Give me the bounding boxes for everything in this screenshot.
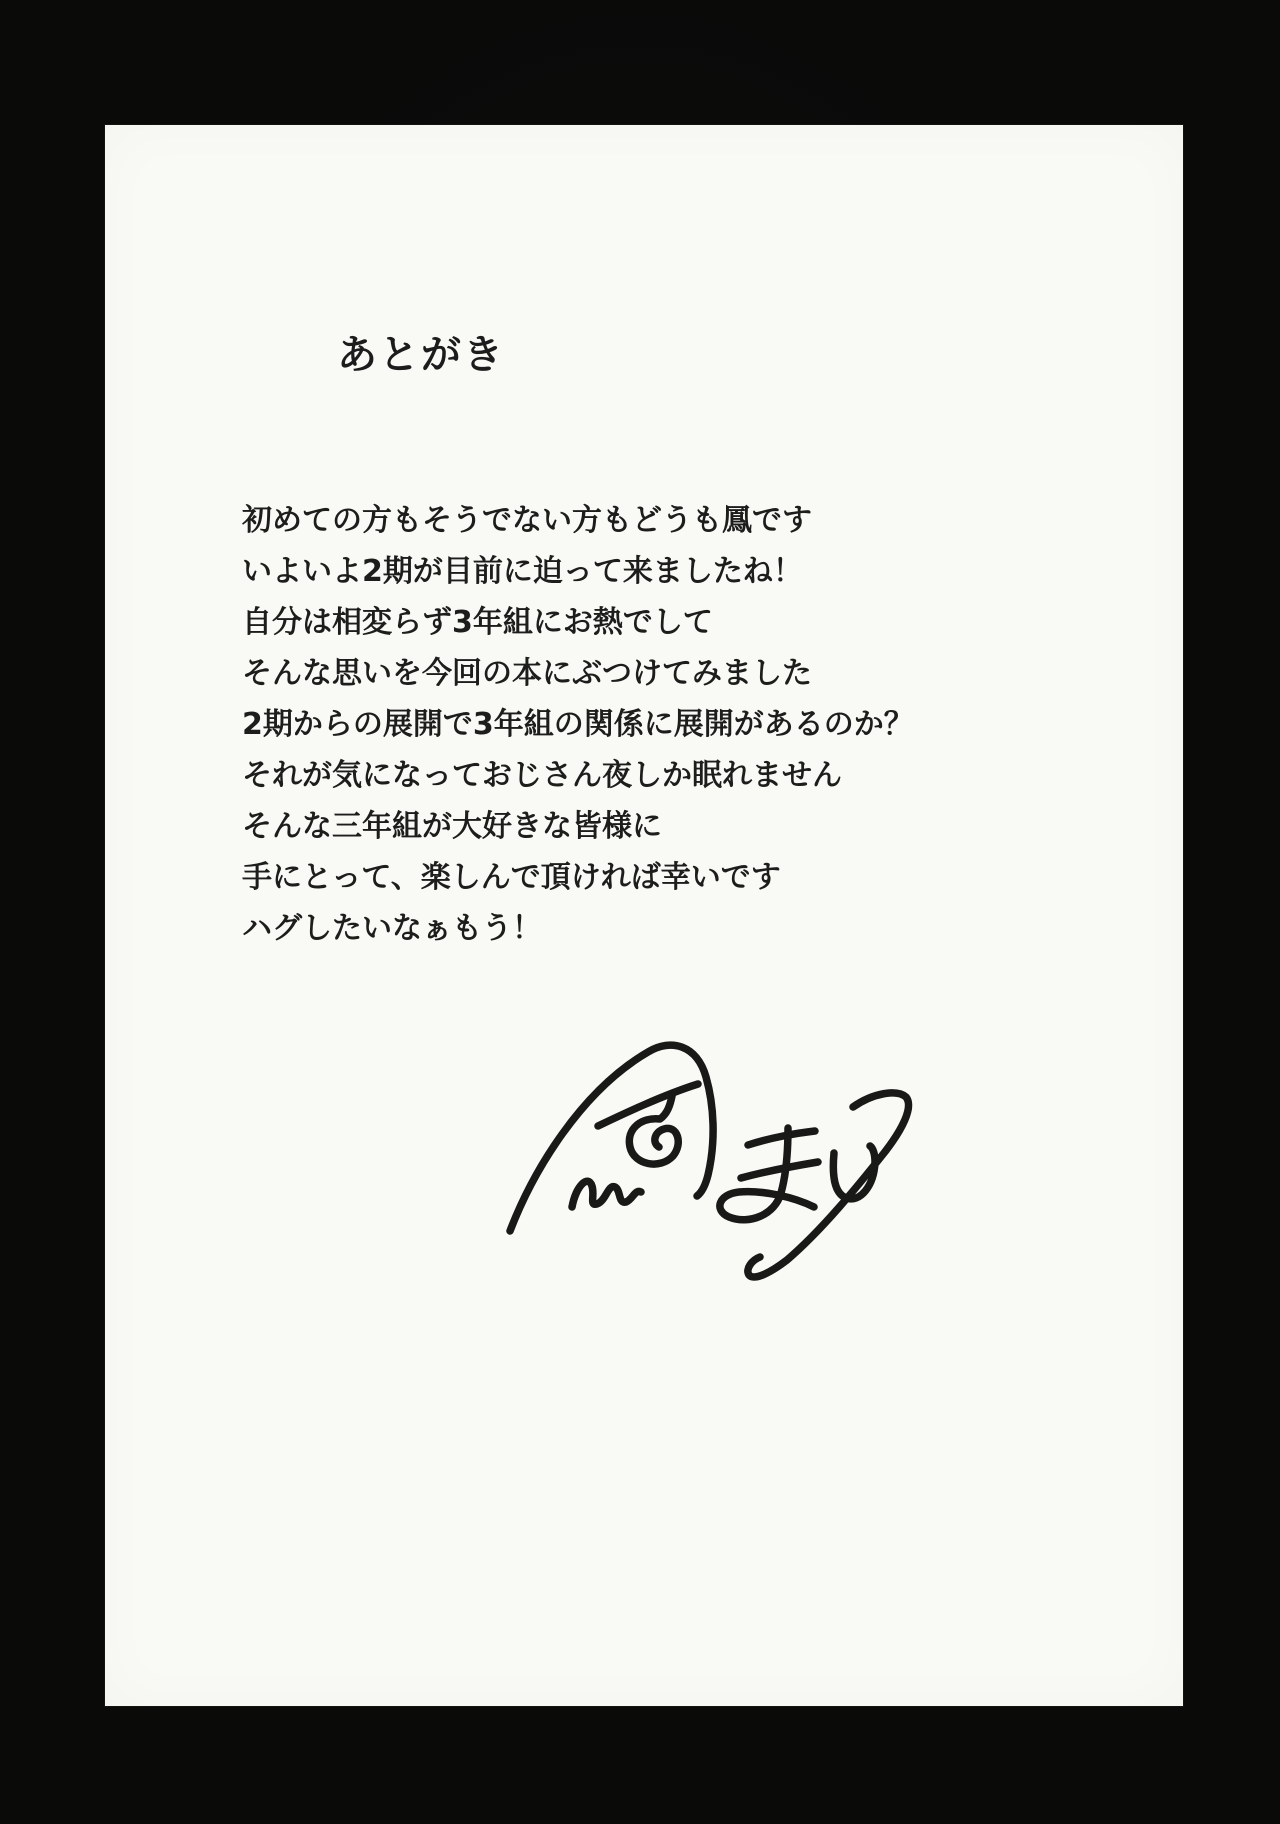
body-line: 初めての方もそうでない方もどうも鳳です [242, 503, 812, 538]
page-title: あとがき [337, 332, 505, 378]
body-line: ハグしたいなぁもう！ [242, 911, 542, 946]
body-line: そんな三年組が大好きな皆様に [242, 809, 662, 844]
body-line: いよいよ2期が目前に迫って来ましたね！ [242, 554, 803, 589]
body-line: そんな思いを今回の本にぶつけてみました [242, 656, 812, 691]
body-line: 2期からの展開で3年組の関係に展開があるのか？ [242, 707, 914, 742]
body-line: 自分は相変らず3年組にお熱でして [242, 605, 713, 640]
signature-handwriting-icon [501, 1033, 931, 1313]
afterword-page [105, 125, 1183, 1706]
afterword-body [242, 495, 1122, 954]
body-line: 手にとって、楽しんで頂ければ幸いです [242, 860, 781, 895]
body-line: それが気になっておじさん夜しか眠れません [242, 758, 842, 793]
artist-signature [501, 1033, 931, 1313]
